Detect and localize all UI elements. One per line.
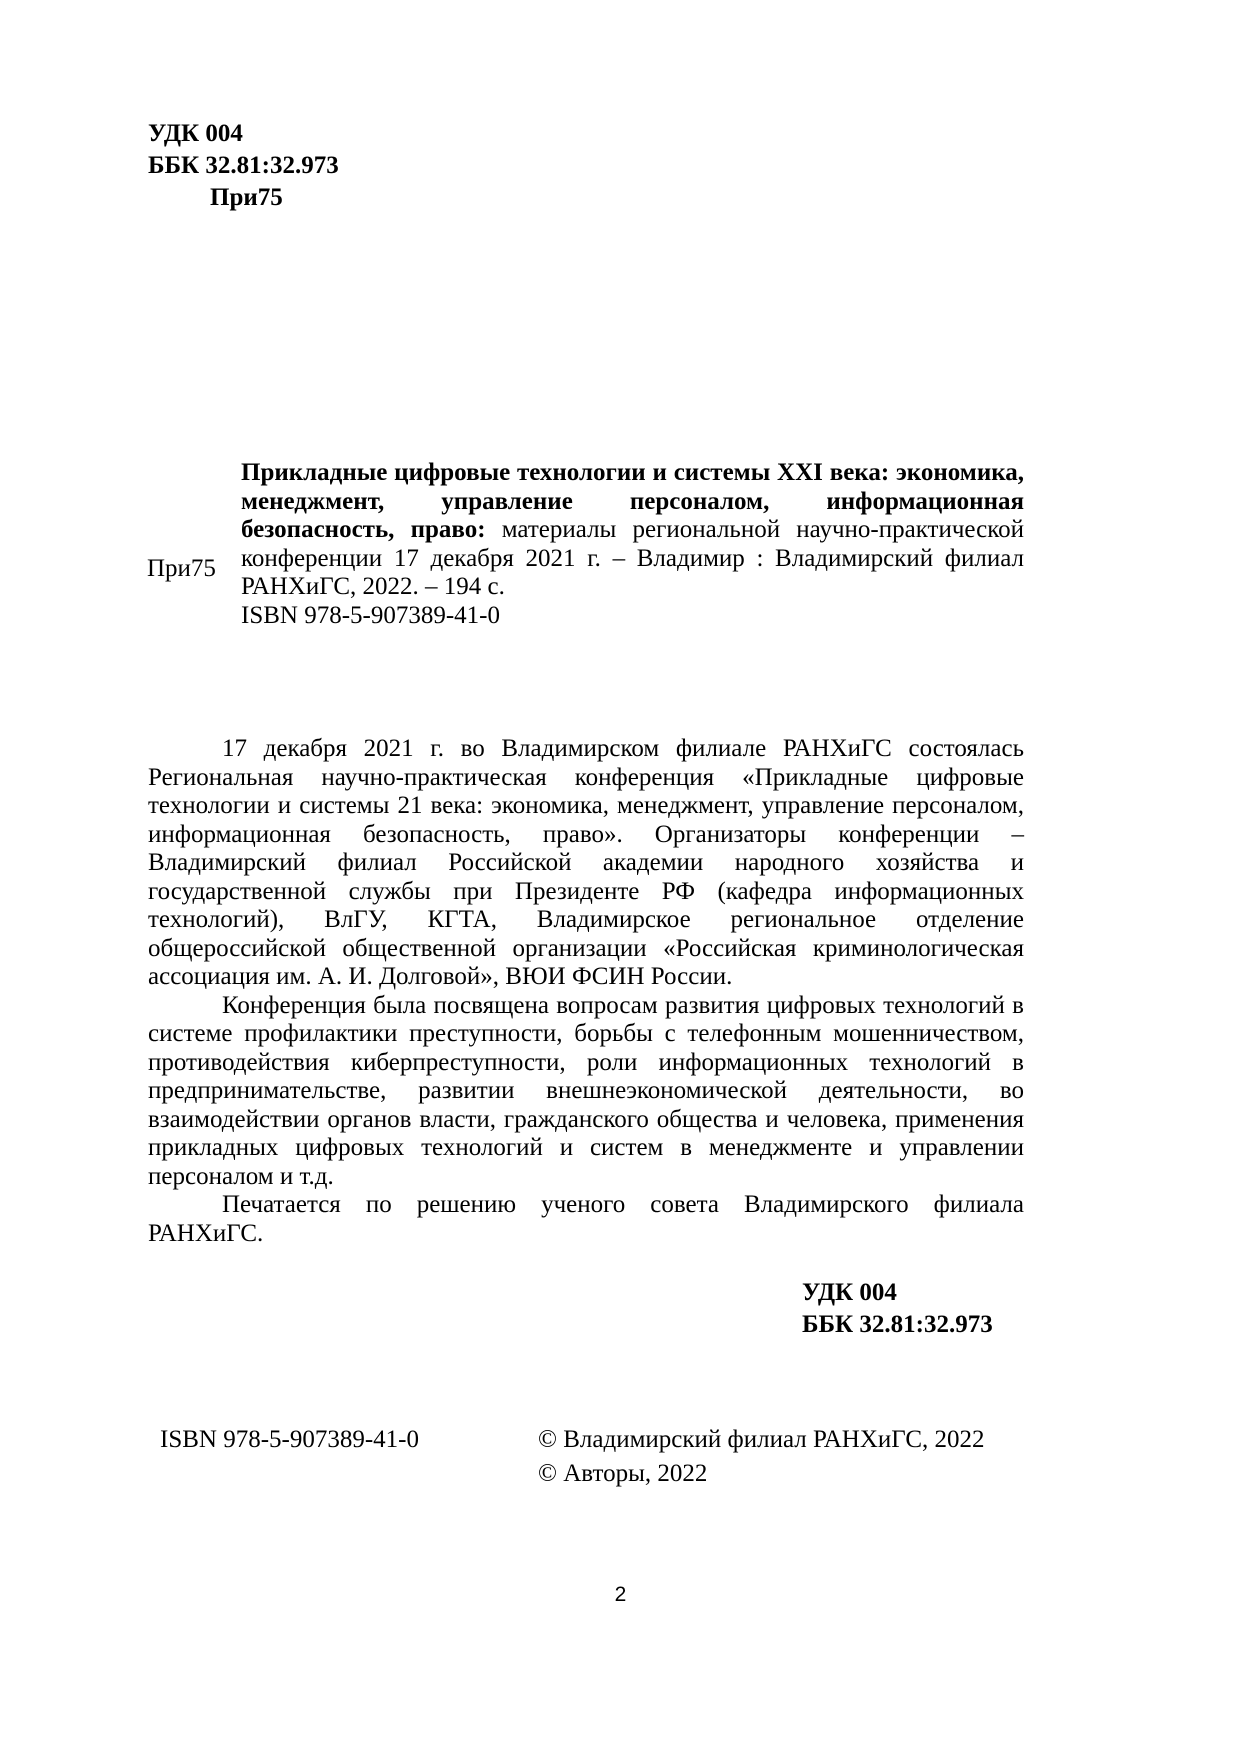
classification-block-bottom — [802, 1277, 993, 1341]
footer-isbn: ISBN 978-5-907389-41-0 — [160, 1426, 420, 1453]
bbk-code: ББК 32.81:32.973 — [148, 152, 339, 179]
author-sign: При75 — [210, 184, 283, 211]
isbn: ISBN 978-5-907389-41-0 — [241, 601, 501, 629]
author-sign-inline: При75 — [147, 555, 216, 582]
abstract — [148, 735, 1024, 1248]
classification-block-top — [148, 118, 339, 214]
abstract-paragraph: Печатается по решению ученого совета Владимирского филиала РАНХиГС. — [148, 1191, 1024, 1247]
abstract-paragraph: 17 декабря 2021 г. во Владимирском филиале РАНХиГС состоялась Региональная научно-практическая конференция «Прикладные цифровые технологии и системы 21 века: экономика, менеджмент, управление персоналом, информационная безопасность, право». Организаторы конференции – Владимирский филиал Российской академии народного хозяйства и государственной службы при Президенте РФ (кафедра информационных технологий), ВлГУ, КГТА, Владимирское региональное отделение общероссийской общественной организации «Российская криминологическая ассоциация им. А. И. Долговой», ВЮИ ФСИН России. — [148, 735, 1024, 990]
abstract-paragraph: Конференция была посвящена вопросам развития цифровых технологий в системе профилактики преступности, борьбы с телефонным мошенничеством, противодействия киберпреступности, роли информационных технологий в предпринимательстве, развитии внешнеэкономической деятельности, во взаимодействии органов власти, гражданского общества и человека, применения прикладных цифровых технологий и систем в менеджменте и управлении персоналом и т.д. — [148, 991, 1024, 1190]
page-number: 2 — [614, 1583, 627, 1606]
copyright-branch: © Владимирский филиал РАНХиГС, 2022 — [538, 1426, 985, 1453]
bibliographic-description — [241, 459, 1024, 630]
udk-code: УДК 004 — [802, 1279, 897, 1306]
copyright-block — [538, 1423, 985, 1491]
bbk-code: ББК 32.81:32.973 — [802, 1311, 993, 1338]
publication-details: материалы региональной научно-практической конференции 17 декабря 2021 г. – Владимир : Владимирский филиал РАНХиГС, 2022. – 194 с. — [241, 516, 1025, 600]
copyright-authors: © Авторы, 2022 — [538, 1460, 708, 1487]
book-title: Прикладные цифровые технологии и системы XXI века: экономика, менеджмент, управление персоналом, информационная безопасность, право: — [241, 459, 1024, 543]
udk-code: УДК 004 — [148, 120, 243, 147]
